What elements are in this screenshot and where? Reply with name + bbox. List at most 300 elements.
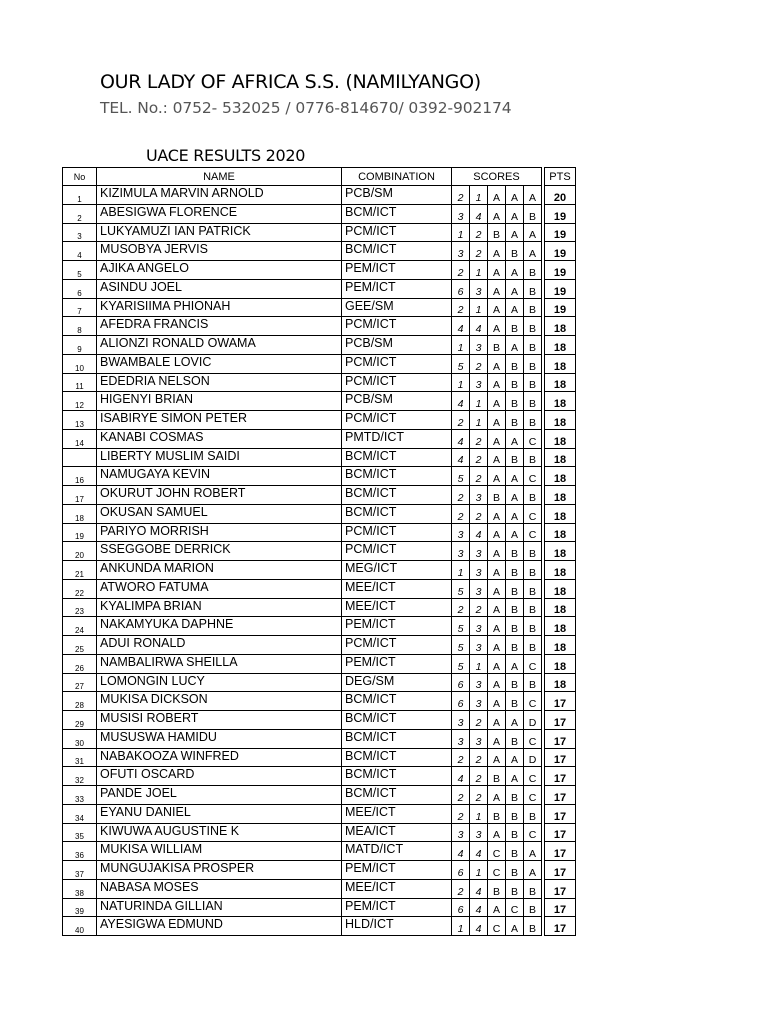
results-title: UACE RESULTS 2020 [146, 146, 306, 165]
student-name: ALIONZI RONALD OWAMA [97, 336, 342, 355]
score-5: B [524, 486, 542, 505]
score-1: 1 [452, 561, 470, 580]
score-1: 1 [452, 373, 470, 392]
score-4: B [506, 411, 524, 430]
score-3: A [488, 692, 506, 711]
row-number: 10 [63, 354, 97, 373]
combination: MEE/ICT [342, 579, 452, 598]
score-4: B [506, 692, 524, 711]
score-1: 1 [452, 917, 470, 936]
score-4: B [506, 823, 524, 842]
combination: MEA/ICT [342, 823, 452, 842]
score-5: B [524, 411, 542, 430]
table-row [63, 542, 576, 561]
score-2: 1 [470, 298, 488, 317]
table-row [63, 729, 576, 748]
score-1: 6 [452, 861, 470, 880]
score-2: 4 [470, 898, 488, 917]
score-3: B [488, 804, 506, 823]
points: 18 [545, 336, 576, 355]
score-4: A [506, 298, 524, 317]
score-3: A [488, 823, 506, 842]
table-row [63, 711, 576, 730]
row-number: 4 [63, 242, 97, 261]
score-1: 2 [452, 261, 470, 280]
combination: PEM/ICT [342, 654, 452, 673]
score-2: 1 [470, 186, 488, 205]
score-1: 4 [452, 429, 470, 448]
row-number: 37 [63, 861, 97, 880]
table-row [63, 898, 576, 917]
table-row [63, 354, 576, 373]
score-4: A [506, 467, 524, 486]
score-1: 1 [452, 223, 470, 242]
row-number: 7 [63, 298, 97, 317]
table-row [63, 917, 576, 936]
points: 19 [545, 261, 576, 280]
header-pts: PTS [545, 168, 576, 186]
student-name: NATURINDA GILLIAN [97, 898, 342, 917]
combination: BCM/ICT [342, 448, 452, 467]
points: 18 [545, 673, 576, 692]
score-5: B [524, 917, 542, 936]
row-number: 19 [63, 523, 97, 542]
score-5: A [524, 861, 542, 880]
points: 18 [545, 654, 576, 673]
score-1: 4 [452, 842, 470, 861]
row-number: 8 [63, 317, 97, 336]
results-table [62, 167, 576, 936]
score-3: A [488, 748, 506, 767]
table-row [63, 673, 576, 692]
score-2: 3 [470, 579, 488, 598]
student-name: MUKISA DICKSON [97, 692, 342, 711]
score-1: 3 [452, 729, 470, 748]
score-1: 6 [452, 673, 470, 692]
student-name: MUNGUJAKISA PROSPER [97, 861, 342, 880]
points: 18 [545, 317, 576, 336]
points: 18 [545, 467, 576, 486]
row-number: 2 [63, 204, 97, 223]
score-1: 3 [452, 242, 470, 261]
score-3: A [488, 542, 506, 561]
student-name: EDEDRIA NELSON [97, 373, 342, 392]
student-name: OKUSAN SAMUEL [97, 504, 342, 523]
points: 18 [545, 354, 576, 373]
row-number: 16 [63, 467, 97, 486]
combination: PEM/ICT [342, 617, 452, 636]
points: 17 [545, 842, 576, 861]
table-row [63, 767, 576, 786]
score-3: A [488, 561, 506, 580]
score-4: B [506, 542, 524, 561]
points: 17 [545, 823, 576, 842]
points: 17 [545, 767, 576, 786]
score-4: B [506, 636, 524, 655]
student-name: PARIYO MORRISH [97, 523, 342, 542]
score-3: A [488, 392, 506, 411]
score-2: 2 [470, 504, 488, 523]
table-row [63, 598, 576, 617]
score-3: B [488, 223, 506, 242]
combination: PCM/ICT [342, 636, 452, 655]
score-4: A [506, 748, 524, 767]
student-name: OFUTI OSCARD [97, 767, 342, 786]
table-row [63, 298, 576, 317]
table-row [63, 504, 576, 523]
score-1: 5 [452, 467, 470, 486]
score-5: B [524, 598, 542, 617]
score-1: 4 [452, 392, 470, 411]
points: 19 [545, 204, 576, 223]
table-row [63, 204, 576, 223]
score-1: 3 [452, 711, 470, 730]
combination: MEE/ICT [342, 879, 452, 898]
score-4: B [506, 673, 524, 692]
student-name: ASINDU JOEL [97, 279, 342, 298]
score-5: C [524, 767, 542, 786]
header-no: No [63, 168, 97, 186]
score-2: 2 [470, 448, 488, 467]
combination: PCB/SM [342, 392, 452, 411]
points: 17 [545, 917, 576, 936]
score-2: 1 [470, 861, 488, 880]
score-3: B [488, 336, 506, 355]
row-number: 14 [63, 429, 97, 448]
combination: PCB/SM [342, 336, 452, 355]
school-name: OUR LADY OF AFRICA S.S. (NAMILYANGO) [100, 71, 481, 93]
row-number: 17 [63, 486, 97, 505]
score-3: A [488, 279, 506, 298]
score-5: B [524, 354, 542, 373]
score-3: A [488, 786, 506, 805]
score-3: A [488, 298, 506, 317]
score-1: 3 [452, 523, 470, 542]
score-1: 3 [452, 204, 470, 223]
row-number: 26 [63, 654, 97, 673]
score-5: B [524, 636, 542, 655]
header-scores: SCORES [452, 168, 542, 186]
score-4: A [506, 711, 524, 730]
student-name: KIZIMULA MARVIN ARNOLD [97, 186, 342, 205]
student-name: ANKUNDA MARION [97, 561, 342, 580]
score-2: 2 [470, 598, 488, 617]
student-name: AYESIGWA EDMUND [97, 917, 342, 936]
score-1: 6 [452, 692, 470, 711]
table-row [63, 279, 576, 298]
score-2: 3 [470, 373, 488, 392]
score-1: 5 [452, 617, 470, 636]
score-1: 1 [452, 336, 470, 355]
student-name: MUSOBYA JERVIS [97, 242, 342, 261]
student-name: MUKISA WILLIAM [97, 842, 342, 861]
student-name: ISABIRYE SIMON PETER [97, 411, 342, 430]
row-number: 32 [63, 767, 97, 786]
points: 17 [545, 711, 576, 730]
student-name: LUKYAMUZI IAN PATRICK [97, 223, 342, 242]
score-3: C [488, 842, 506, 861]
score-3: A [488, 504, 506, 523]
score-2: 4 [470, 842, 488, 861]
combination: PEM/ICT [342, 898, 452, 917]
row-number [63, 448, 97, 467]
score-1: 2 [452, 879, 470, 898]
score-5: B [524, 673, 542, 692]
score-4: B [506, 392, 524, 411]
row-number: 12 [63, 392, 97, 411]
score-2: 3 [470, 617, 488, 636]
score-2: 3 [470, 729, 488, 748]
row-number: 40 [63, 917, 97, 936]
table-row [63, 186, 576, 205]
score-5: C [524, 654, 542, 673]
score-5: C [524, 523, 542, 542]
table-row [63, 336, 576, 355]
table-row [63, 786, 576, 805]
row-number: 21 [63, 561, 97, 580]
points: 20 [545, 186, 576, 205]
table-row [63, 879, 576, 898]
combination: BCM/ICT [342, 486, 452, 505]
combination: BCM/ICT [342, 711, 452, 730]
score-2: 2 [470, 242, 488, 261]
score-2: 2 [470, 767, 488, 786]
score-4: B [506, 804, 524, 823]
score-1: 4 [452, 448, 470, 467]
row-number: 23 [63, 598, 97, 617]
combination: BCM/ICT [342, 786, 452, 805]
score-3: A [488, 373, 506, 392]
student-name: AFEDRA FRANCIS [97, 317, 342, 336]
score-5: C [524, 467, 542, 486]
score-5: C [524, 692, 542, 711]
row-number: 18 [63, 504, 97, 523]
score-4: A [506, 917, 524, 936]
score-1: 5 [452, 636, 470, 655]
score-5: B [524, 373, 542, 392]
score-5: D [524, 748, 542, 767]
combination: MEG/ICT [342, 561, 452, 580]
table-row [63, 579, 576, 598]
row-number: 29 [63, 711, 97, 730]
table-row [63, 748, 576, 767]
score-5: B [524, 879, 542, 898]
score-3: C [488, 917, 506, 936]
table-row [63, 617, 576, 636]
score-4: A [506, 654, 524, 673]
score-2: 2 [470, 223, 488, 242]
student-name: KYALIMPA BRIAN [97, 598, 342, 617]
table-row [63, 261, 576, 280]
score-2: 4 [470, 204, 488, 223]
combination: DEG/SM [342, 673, 452, 692]
score-3: A [488, 204, 506, 223]
points: 17 [545, 879, 576, 898]
table-row [63, 636, 576, 655]
row-number: 33 [63, 786, 97, 805]
score-3: A [488, 523, 506, 542]
combination: PEM/ICT [342, 279, 452, 298]
table-row [63, 411, 576, 430]
score-2: 4 [470, 317, 488, 336]
score-2: 2 [470, 467, 488, 486]
combination: PCM/ICT [342, 411, 452, 430]
table-row [63, 223, 576, 242]
score-3: B [488, 879, 506, 898]
score-1: 2 [452, 486, 470, 505]
points: 17 [545, 748, 576, 767]
score-3: A [488, 636, 506, 655]
student-name: NAKAMYUKA DAPHNE [97, 617, 342, 636]
student-name: ABESIGWA FLORENCE [97, 204, 342, 223]
points: 18 [545, 486, 576, 505]
student-name: OKURUT JOHN ROBERT [97, 486, 342, 505]
points: 17 [545, 692, 576, 711]
score-2: 2 [470, 711, 488, 730]
table-row [63, 448, 576, 467]
score-2: 3 [470, 636, 488, 655]
student-name: NAMUGAYA KEVIN [97, 467, 342, 486]
combination: BCM/ICT [342, 692, 452, 711]
points: 18 [545, 504, 576, 523]
table-row [63, 861, 576, 880]
score-1: 2 [452, 186, 470, 205]
table-row [63, 654, 576, 673]
row-number: 34 [63, 804, 97, 823]
score-2: 2 [470, 748, 488, 767]
points: 19 [545, 242, 576, 261]
points: 18 [545, 448, 576, 467]
student-name: EYANU DANIEL [97, 804, 342, 823]
student-name: HIGENYI BRIAN [97, 392, 342, 411]
score-4: A [506, 336, 524, 355]
table-row [63, 373, 576, 392]
combination: PCM/ICT [342, 542, 452, 561]
score-5: A [524, 242, 542, 261]
combination: PCM/ICT [342, 523, 452, 542]
combination: HLD/ICT [342, 917, 452, 936]
combination: PEM/ICT [342, 261, 452, 280]
score-1: 2 [452, 411, 470, 430]
points: 18 [545, 561, 576, 580]
score-5: B [524, 542, 542, 561]
score-5: B [524, 561, 542, 580]
combination: PCM/ICT [342, 373, 452, 392]
row-number: 35 [63, 823, 97, 842]
student-name: KYARISIIMA PHIONAH [97, 298, 342, 317]
score-3: C [488, 861, 506, 880]
combination: BCM/ICT [342, 748, 452, 767]
row-number: 31 [63, 748, 97, 767]
score-3: A [488, 261, 506, 280]
score-1: 6 [452, 279, 470, 298]
score-2: 2 [470, 429, 488, 448]
score-2: 3 [470, 823, 488, 842]
score-4: B [506, 579, 524, 598]
score-4: B [506, 842, 524, 861]
score-5: A [524, 223, 542, 242]
score-1: 2 [452, 298, 470, 317]
row-number: 9 [63, 336, 97, 355]
table-header-row [63, 168, 576, 186]
student-name: AJIKA ANGELO [97, 261, 342, 280]
student-name: NABAKOOZA WINFRED [97, 748, 342, 767]
score-5: C [524, 504, 542, 523]
student-name: NABASA MOSES [97, 879, 342, 898]
score-2: 4 [470, 879, 488, 898]
score-4: A [506, 186, 524, 205]
combination: PCM/ICT [342, 223, 452, 242]
score-1: 5 [452, 654, 470, 673]
combination: BCM/ICT [342, 767, 452, 786]
score-1: 6 [452, 898, 470, 917]
score-2: 4 [470, 917, 488, 936]
table-row [63, 561, 576, 580]
row-number: 30 [63, 729, 97, 748]
score-2: 2 [470, 354, 488, 373]
row-number: 11 [63, 373, 97, 392]
points: 18 [545, 542, 576, 561]
score-3: A [488, 317, 506, 336]
score-4: B [506, 729, 524, 748]
score-5: B [524, 336, 542, 355]
score-1: 2 [452, 598, 470, 617]
combination: MEE/ICT [342, 598, 452, 617]
points: 18 [545, 523, 576, 542]
score-3: A [488, 673, 506, 692]
score-3: A [488, 411, 506, 430]
score-3: B [488, 767, 506, 786]
combination: PCB/SM [342, 186, 452, 205]
score-4: A [506, 204, 524, 223]
score-4: A [506, 767, 524, 786]
score-4: B [506, 598, 524, 617]
score-2: 3 [470, 542, 488, 561]
points: 18 [545, 411, 576, 430]
points: 18 [545, 598, 576, 617]
score-3: A [488, 598, 506, 617]
points: 18 [545, 579, 576, 598]
points: 18 [545, 392, 576, 411]
score-4: A [506, 279, 524, 298]
score-2: 3 [470, 279, 488, 298]
combination: MATD/ICT [342, 842, 452, 861]
row-number: 5 [63, 261, 97, 280]
student-name: KIWUWA AUGUSTINE K [97, 823, 342, 842]
table-row [63, 823, 576, 842]
score-1: 5 [452, 354, 470, 373]
score-3: A [488, 898, 506, 917]
score-5: C [524, 823, 542, 842]
score-3: B [488, 486, 506, 505]
combination: MEE/ICT [342, 804, 452, 823]
combination: GEE/SM [342, 298, 452, 317]
table-row [63, 486, 576, 505]
score-2: 3 [470, 561, 488, 580]
score-4: B [506, 861, 524, 880]
score-5: B [524, 804, 542, 823]
score-5: C [524, 429, 542, 448]
score-5: A [524, 186, 542, 205]
row-number: 24 [63, 617, 97, 636]
student-name: BWAMBALE LOVIC [97, 354, 342, 373]
score-4: B [506, 317, 524, 336]
combination: BCM/ICT [342, 204, 452, 223]
score-5: B [524, 204, 542, 223]
row-number: 27 [63, 673, 97, 692]
score-3: A [488, 467, 506, 486]
points: 18 [545, 617, 576, 636]
